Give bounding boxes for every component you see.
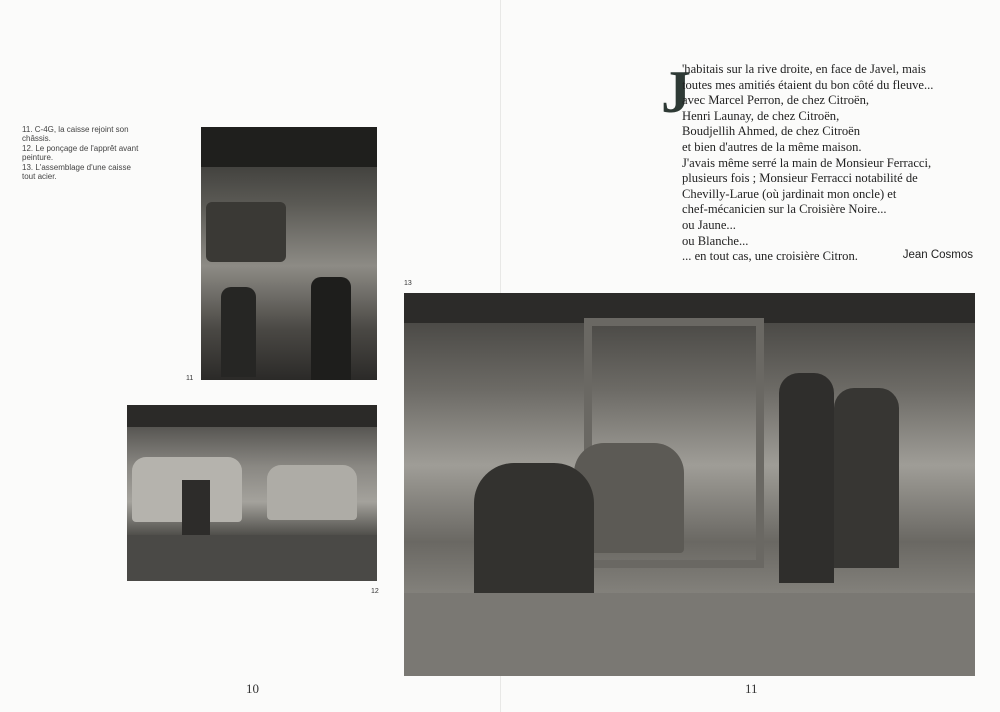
photo-13-steel-body-assembly bbox=[404, 293, 975, 676]
quote-text bbox=[664, 62, 984, 265]
photo-number-12: 12 bbox=[371, 588, 379, 595]
quote-line: ou Jaune... bbox=[682, 217, 736, 232]
quote-line: chef-mécanicien sur la Croisière Noire... bbox=[682, 202, 887, 217]
quote-line: ou Blanche... bbox=[682, 233, 749, 248]
photo-number-13: 13 bbox=[404, 280, 412, 287]
photo-12-sanding-primer bbox=[127, 405, 377, 581]
quote-line: 'habitais sur la rive droite, en face de Javel, mais bbox=[682, 62, 926, 76]
photo-captions bbox=[22, 126, 142, 183]
page-number-left: 10 bbox=[246, 681, 259, 696]
quote-line: ... en tout cas, une croisière Citron. bbox=[682, 249, 858, 264]
caption-13: 13. L'assemblage d'une caisse tout acier. bbox=[22, 163, 131, 181]
page-number-right: 11 bbox=[745, 681, 758, 696]
photo-number-11: 11 bbox=[186, 375, 194, 382]
caption-12: 12. Le ponçage de l'apprêt avant peinture. bbox=[22, 144, 139, 162]
quote-line: et bien d'autres de la même maison. bbox=[682, 139, 862, 154]
quote-line: plusieurs fois ; Monsieur Ferracci notabilité de bbox=[682, 171, 918, 186]
quote-line: Boudjellih Ahmed, de chez Citroën bbox=[682, 124, 861, 139]
quote-line: Henri Launay, de chez Citroën, bbox=[682, 108, 840, 123]
quote-line: avec Marcel Perron, de chez Citroën, bbox=[682, 93, 870, 108]
quote-line: J'avais même serré la main de Monsieur Ferracci, bbox=[682, 155, 932, 170]
photo-11-car-body-chassis bbox=[201, 127, 377, 380]
caption-11: 11. C-4G, la caisse rejoint son châssis. bbox=[22, 125, 129, 143]
quote-line: toutes mes amitiés étaient du bon côté du fleuve... bbox=[682, 77, 934, 92]
quote-dropcap: J bbox=[661, 59, 691, 125]
quote-author: Jean Cosmos bbox=[902, 249, 973, 261]
quote-line: Chevilly-Larue (où jardinait mon oncle) et bbox=[682, 186, 897, 201]
